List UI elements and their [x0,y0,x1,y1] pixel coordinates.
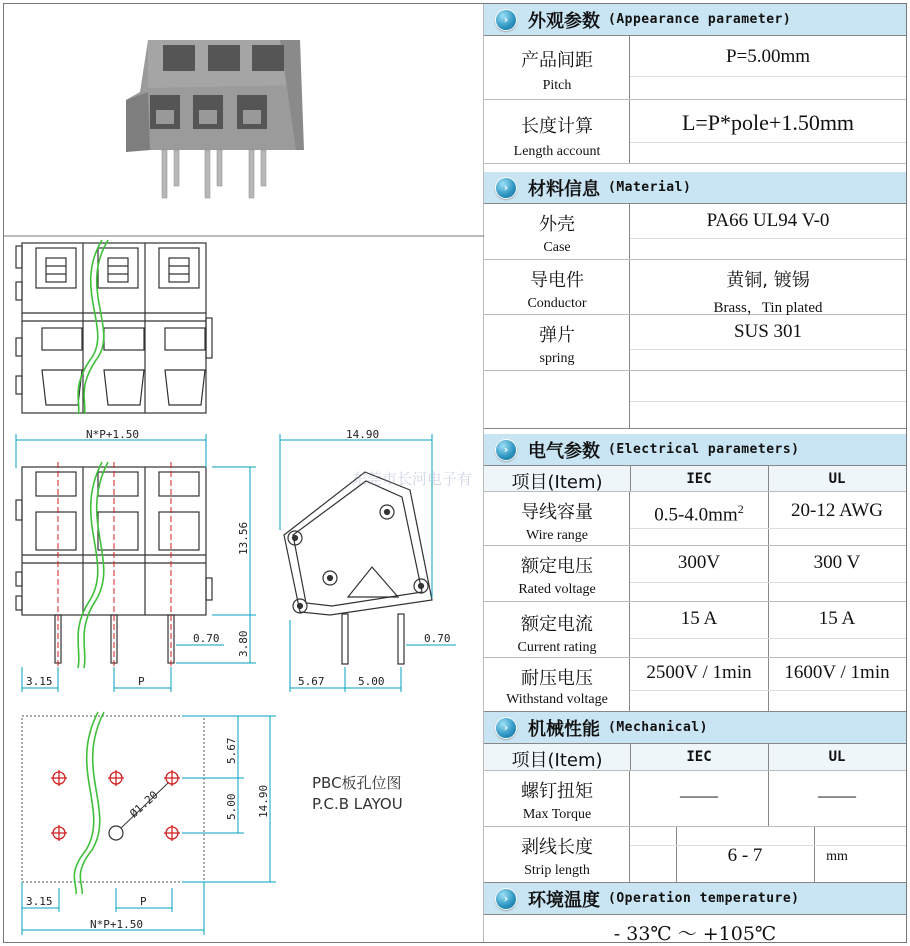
value-iec: 2500V / 1min [646,662,752,683]
label-en: Case [543,240,571,255]
dim-pcb-total: 14.90 [257,784,270,818]
row-withstand-voltage [484,658,906,712]
chevron-right-icon: › [496,440,516,460]
label-zh: 额定电压 [521,556,593,577]
unit: mm [826,849,848,864]
section-subtitle: (Electrical parameters) [608,442,800,457]
pcb-label-zh: PBC板孔位图 [312,774,402,792]
pcb-label-en: P.C.B LAYOU [312,795,403,813]
header-item: 项目(Item) [511,750,603,771]
header-item: 项目(Item) [511,472,603,493]
label-zh: 剥线长度 [521,837,593,858]
label-en: Current rating [517,640,597,655]
section-title: 机械性能 [528,718,600,740]
header-iec: IEC [686,471,712,487]
value-ul: ____ [818,779,856,800]
label-zh: 导线容量 [521,502,593,523]
section-environment [484,883,906,915]
dim-side-a: 5.67 [298,675,325,688]
label-en: Max Torque [522,807,592,822]
header-ul: UL [828,749,846,765]
section-title: 电气参数 [528,440,600,462]
row-conductor [484,260,906,315]
chevron-right-icon: › [496,889,516,909]
section-subtitle: (Mechanical) [608,720,708,735]
label-zh: 长度计算 [521,116,593,137]
row-rated-voltage [484,546,906,602]
value-iec: ____ [680,779,718,800]
value-ul: 1600V / 1min [784,662,890,683]
value-ul: 20-12 AWG [791,500,883,521]
dim-side-b: 5.00 [358,675,385,688]
section-appearance [484,4,906,36]
row-case [484,204,906,260]
row-wire-range [484,492,906,546]
section-subtitle: (Operation temperature) [608,891,800,906]
value-ul: 300 V [813,552,861,573]
value-en: Brass，Tin plated [713,300,823,316]
row-mechanical-header [484,744,906,771]
dim-edge-front: 3.15 [26,675,53,688]
label-zh: 额定电流 [521,614,593,635]
value: - 33℃ ～ +105℃ [613,923,777,945]
section-subtitle: (Appearance parameter) [608,12,792,27]
row-length [484,100,906,164]
row-max-torque [484,771,906,827]
dim-pin-width-side: 0.70 [424,632,451,645]
value: PA66 UL94 V-0 [706,210,830,231]
value-iec: 15 A [680,608,718,629]
label-en: spring [539,351,575,366]
chevron-right-icon: › [496,178,516,198]
label-en: Wire range [525,528,588,543]
value: 黄铜, 镀锡 [726,270,810,291]
value-iec: 300V [677,552,721,573]
top-view-drawing [16,243,212,413]
section-electrical [484,434,906,466]
label-en: Withstand voltage [506,692,608,707]
dim-pitch-front: P [138,675,145,688]
product-photo [126,40,304,198]
row-strip-length [484,827,906,883]
row-pitch [484,36,906,100]
value: 6 - 7 [727,845,763,866]
dim-pcb-width: N*P+1.50 [90,918,143,931]
label-zh: 螺钉扭矩 [521,781,593,802]
dim-pcb-pitch: P [140,895,147,908]
dim-width-top: N*P+1.50 [86,428,139,441]
label-zh: 弹片 [539,325,575,346]
label-en: Length account [513,144,601,159]
value: L=P*pole+1.50mm [681,110,855,135]
label-en: Strip length [524,863,590,878]
label-en: Rated voltage [518,582,596,597]
dim-pcb-hole: Ø1.20 [127,788,161,821]
dim-pin-length: 3.80 [237,630,250,657]
dim-pin-width-front: 0.70 [193,632,220,645]
section-mechanical [484,712,906,744]
row-temperature [484,915,906,945]
chevron-right-icon: › [496,10,516,30]
header-iec: IEC [686,749,712,765]
dim-width-side: 14.90 [346,428,380,441]
label-zh: 外壳 [539,214,575,235]
section-title: 环境温度 [528,889,600,911]
watermark-text: 东莞市长河电子有 [352,470,473,488]
label-zh: 耐压电压 [521,668,593,689]
side-view-drawing [284,472,432,664]
row-spring [484,315,906,371]
dim-height: 13.56 [237,521,250,555]
label-zh: 产品间距 [521,50,593,71]
label-en: Conductor [527,296,587,311]
section-title: 材料信息 [528,178,600,200]
label-zh: 导电件 [530,270,584,291]
value: SUS 301 [733,321,803,342]
chevron-right-icon: › [496,718,516,738]
value-iec: $0.5-4.0mm^2$ [654,502,744,526]
header-ul: UL [828,471,846,487]
section-material [484,172,906,204]
dim-pcb-edge: 3.15 [26,895,53,908]
value: P=5.00mm [725,46,811,67]
row-current-rating [484,602,906,658]
section-title: 外观参数 [528,10,600,32]
section-subtitle: (Material) [608,180,692,195]
label-en: Pitch [542,78,572,93]
row-empty [484,371,906,429]
value-ul: 15 A [818,608,856,629]
row-electrical-header [484,466,906,492]
dim-pcb-v2: 5.00 [225,793,238,820]
dim-pcb-v1: 5.67 [225,737,238,764]
pcb-layout-drawing [22,716,204,882]
